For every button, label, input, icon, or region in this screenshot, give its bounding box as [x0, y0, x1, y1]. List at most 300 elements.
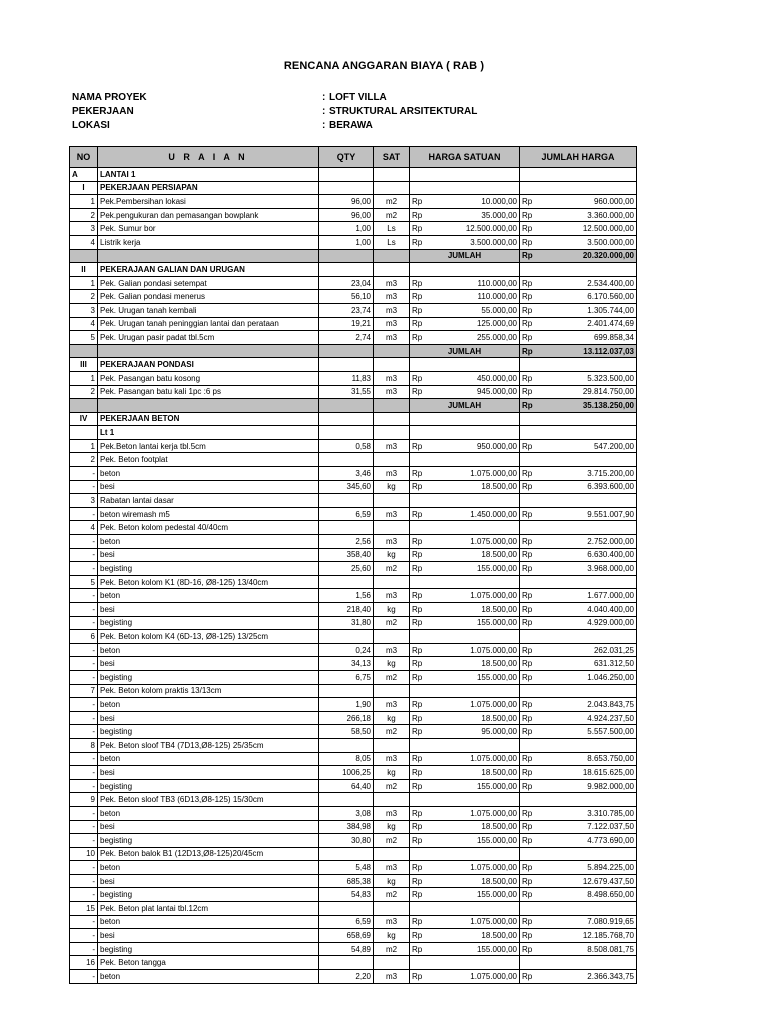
meta-label: PEKERJAAN — [72, 106, 134, 117]
cell-sat: m3 — [374, 317, 410, 331]
cell-currency — [520, 168, 542, 182]
cell-qty: 11,83 — [319, 371, 374, 385]
meta-separator: : — [322, 120, 326, 131]
cell-no: 3 — [70, 303, 98, 317]
cell-no: - — [70, 970, 98, 984]
cell-uraian: beton — [98, 806, 319, 820]
cell-sat — [374, 956, 410, 970]
cell-sat — [374, 344, 410, 358]
cell-currency: Rp — [520, 507, 542, 521]
cell-sat — [374, 738, 410, 752]
cell-sat — [374, 847, 410, 861]
cell-harga-satuan — [432, 738, 520, 752]
cell-no: 4 — [70, 521, 98, 535]
cell-jumlah-harga: 9.982.000,00 — [542, 779, 637, 793]
cell-jumlah-harga: 1.677.000,00 — [542, 589, 637, 603]
cell-qty: 218,40 — [319, 603, 374, 617]
cell-harga-satuan: 110.000,00 — [432, 276, 520, 290]
cell-uraian: Pek. Beton sloof TB3 (6D13,Ø8-125) 15/30cm — [98, 793, 319, 807]
cell-no: - — [70, 888, 98, 902]
cell-currency: Rp — [520, 548, 542, 562]
cell-no: 15 — [70, 902, 98, 916]
cell-uraian: Pek. Urugan pasir padat tbl.5cm — [98, 331, 319, 345]
cell-currency — [410, 902, 432, 916]
cell-jumlah-harga — [542, 793, 637, 807]
cell-no: - — [70, 806, 98, 820]
cell-currency — [520, 575, 542, 589]
cell-currency: Rp — [410, 725, 432, 739]
cell-harga-satuan — [432, 630, 520, 644]
cell-currency: Rp — [520, 385, 542, 399]
cell-currency: Rp — [410, 195, 432, 209]
cell-jumlah-harga — [542, 263, 637, 277]
cell-qty: 8,05 — [319, 752, 374, 766]
cell-no: - — [70, 467, 98, 481]
section-row — [70, 412, 637, 426]
cell-sat: m2 — [374, 670, 410, 684]
cell-currency — [520, 630, 542, 644]
table-row — [70, 874, 637, 888]
cell-currency: Rp — [520, 249, 542, 263]
cell-currency: Rp — [410, 888, 432, 902]
table-row — [70, 480, 637, 494]
cell-currency — [410, 847, 432, 861]
cell-uraian: Pek. Sumur bor — [98, 222, 319, 236]
cell-sat: m3 — [374, 915, 410, 929]
cell-uraian — [98, 249, 319, 263]
cell-qty: 31,55 — [319, 385, 374, 399]
cell-no: - — [70, 861, 98, 875]
cell-sat: m3 — [374, 290, 410, 304]
table-row — [70, 698, 637, 712]
cell-currency: Rp — [520, 861, 542, 875]
cell-jumlah-harga: 5.323.500,00 — [542, 371, 637, 385]
cell-harga-satuan: 125.000,00 — [432, 317, 520, 331]
cell-currency: Rp — [410, 929, 432, 943]
cell-uraian: besi — [98, 548, 319, 562]
cell-sat: m2 — [374, 562, 410, 576]
cell-uraian: beton — [98, 535, 319, 549]
cell-no: - — [70, 507, 98, 521]
cell-currency — [410, 575, 432, 589]
cell-sat: kg — [374, 548, 410, 562]
cell-no: - — [70, 725, 98, 739]
cell-jumlah-harga: 3.715.200,00 — [542, 467, 637, 481]
cell-jumlah-harga: 547.200,00 — [542, 439, 637, 453]
table-row — [70, 902, 637, 916]
table-header — [70, 147, 637, 168]
cell-currency: Rp — [410, 303, 432, 317]
cell-jumlah-harga: 1.046.250,00 — [542, 670, 637, 684]
cell-currency: Rp — [520, 208, 542, 222]
table-row — [70, 222, 637, 236]
cell-qty: 56,10 — [319, 290, 374, 304]
table-row — [70, 290, 637, 304]
cell-uraian — [98, 399, 319, 413]
cell-sat: m2 — [374, 616, 410, 630]
cell-uraian: PEKERJAAN BETON — [98, 412, 319, 426]
cell-jumlah-harga — [542, 575, 637, 589]
cell-qty: 1,00 — [319, 235, 374, 249]
cell-qty — [319, 684, 374, 698]
cell-jumlah-harga: 12.185.768,70 — [542, 929, 637, 943]
table-row — [70, 494, 637, 508]
table-row — [70, 453, 637, 467]
cell-currency: Rp — [520, 480, 542, 494]
cell-currency: Rp — [410, 548, 432, 562]
cell-currency: Rp — [520, 317, 542, 331]
cell-currency: Rp — [520, 834, 542, 848]
cell-harga-satuan — [432, 684, 520, 698]
cell-sat: m3 — [374, 331, 410, 345]
cell-harga-satuan — [432, 521, 520, 535]
cell-no: 1 — [70, 371, 98, 385]
cell-harga-satuan: 1.075.000,00 — [432, 752, 520, 766]
cell-harga-satuan: 18.500,00 — [432, 929, 520, 943]
cell-currency — [520, 521, 542, 535]
cell-qty: 19,21 — [319, 317, 374, 331]
cell-currency: Rp — [410, 235, 432, 249]
cell-sat — [374, 358, 410, 372]
subtotal-value: 20.320.000,00 — [542, 249, 637, 263]
cell-harga-satuan: 18.500,00 — [432, 548, 520, 562]
cell-currency: Rp — [520, 643, 542, 657]
table-row — [70, 779, 637, 793]
cell-harga-satuan: 155.000,00 — [432, 942, 520, 956]
cell-sat — [374, 426, 410, 440]
cell-currency: Rp — [410, 331, 432, 345]
cell-uraian: beton — [98, 861, 319, 875]
cell-qty: 358,40 — [319, 548, 374, 562]
cell-harga-satuan — [432, 902, 520, 916]
cell-currency: Rp — [520, 562, 542, 576]
cell-currency: Rp — [410, 670, 432, 684]
cell-currency: Rp — [520, 698, 542, 712]
cell-currency — [410, 956, 432, 970]
cell-no — [70, 344, 98, 358]
cell-uraian: begisting — [98, 779, 319, 793]
cell-uraian: Pek.Beton lantai kerja tbl.5cm — [98, 439, 319, 453]
cell-qty: 58,50 — [319, 725, 374, 739]
table-row — [70, 942, 637, 956]
cell-qty: 25,60 — [319, 562, 374, 576]
cell-qty: 1,90 — [319, 698, 374, 712]
cell-no: - — [70, 915, 98, 929]
cell-qty — [319, 630, 374, 644]
cell-sat — [374, 793, 410, 807]
cell-qty — [319, 494, 374, 508]
cell-no: 2 — [70, 453, 98, 467]
table-row — [70, 317, 637, 331]
cell-no: II — [70, 263, 98, 277]
cell-jumlah-harga: 3.360.000,00 — [542, 208, 637, 222]
cell-no: 8 — [70, 738, 98, 752]
header-jumlah-harga: JUMLAH HARGA — [520, 147, 637, 168]
cell-qty: 1,00 — [319, 222, 374, 236]
cell-no: 16 — [70, 956, 98, 970]
cell-currency: Rp — [410, 942, 432, 956]
cell-jumlah-harga: 3.500.000,00 — [542, 235, 637, 249]
cell-jumlah-harga: 7.122.037,50 — [542, 820, 637, 834]
table-row — [70, 331, 637, 345]
cell-jumlah-harga: 6.170.560,00 — [542, 290, 637, 304]
cell-no: - — [70, 698, 98, 712]
cell-qty: 3,46 — [319, 467, 374, 481]
cell-qty — [319, 249, 374, 263]
cell-sat: kg — [374, 929, 410, 943]
table-row — [70, 711, 637, 725]
cell-qty: 384,98 — [319, 820, 374, 834]
cell-no: 5 — [70, 575, 98, 589]
cell-currency — [520, 453, 542, 467]
cell-sat: m3 — [374, 698, 410, 712]
cell-currency — [410, 412, 432, 426]
cell-uraian: Pek. Beton balok B1 (12D13,Ø8-125)20/45cm — [98, 847, 319, 861]
table-row — [70, 956, 637, 970]
cell-harga-satuan: 155.000,00 — [432, 779, 520, 793]
cell-qty — [319, 793, 374, 807]
cell-harga-satuan: 155.000,00 — [432, 834, 520, 848]
meta-value: LOFT VILLA — [329, 92, 387, 103]
table-row — [70, 970, 637, 984]
cell-qty: 96,00 — [319, 195, 374, 209]
cell-currency — [520, 412, 542, 426]
cell-no: - — [70, 766, 98, 780]
cell-no: - — [70, 480, 98, 494]
cell-currency — [410, 358, 432, 372]
cell-currency: Rp — [410, 276, 432, 290]
subtotal-row — [70, 399, 637, 413]
cell-uraian: beton — [98, 698, 319, 712]
cell-jumlah-harga: 7.080.919,65 — [542, 915, 637, 929]
cell-currency: Rp — [520, 942, 542, 956]
cell-qty: 6,59 — [319, 507, 374, 521]
cell-currency — [410, 168, 432, 182]
table-row — [70, 589, 637, 603]
cell-currency — [520, 956, 542, 970]
cell-qty: 54,83 — [319, 888, 374, 902]
cell-currency: Rp — [410, 535, 432, 549]
cell-no: - — [70, 942, 98, 956]
cell-currency — [410, 263, 432, 277]
cell-harga-satuan: 55.000,00 — [432, 303, 520, 317]
cell-currency: Rp — [520, 874, 542, 888]
cell-uraian: besi — [98, 657, 319, 671]
cell-jumlah-harga: 262.031,25 — [542, 643, 637, 657]
cell-harga-satuan: 18.500,00 — [432, 766, 520, 780]
cell-currency: Rp — [520, 915, 542, 929]
cell-currency: Rp — [410, 915, 432, 929]
cell-sat: kg — [374, 874, 410, 888]
table-row — [70, 861, 637, 875]
cell-currency: Rp — [520, 331, 542, 345]
table-row — [70, 385, 637, 399]
cell-sat: m3 — [374, 385, 410, 399]
cell-no: 10 — [70, 847, 98, 861]
cell-jumlah-harga — [542, 684, 637, 698]
cell-currency — [520, 738, 542, 752]
cell-currency: Rp — [410, 603, 432, 617]
cell-no: 2 — [70, 290, 98, 304]
cell-harga-satuan: 1.075.000,00 — [432, 643, 520, 657]
cell-harga-satuan — [432, 358, 520, 372]
meta-value: BERAWA — [329, 120, 373, 131]
cell-sat: kg — [374, 603, 410, 617]
cell-harga-satuan: 95.000,00 — [432, 725, 520, 739]
cell-jumlah-harga: 3.310.785,00 — [542, 806, 637, 820]
cell-no: 1 — [70, 439, 98, 453]
cell-qty — [319, 168, 374, 182]
cell-currency: Rp — [410, 616, 432, 630]
cell-no: - — [70, 874, 98, 888]
cell-no: 4 — [70, 317, 98, 331]
cell-sat: kg — [374, 820, 410, 834]
cell-no: 3 — [70, 222, 98, 236]
cell-jumlah-harga — [542, 521, 637, 535]
cell-jumlah-harga: 5.894.225,00 — [542, 861, 637, 875]
cell-jumlah-harga: 8.498.650,00 — [542, 888, 637, 902]
table-row — [70, 562, 637, 576]
cell-currency: Rp — [520, 766, 542, 780]
cell-harga-satuan: 18.500,00 — [432, 657, 520, 671]
cell-currency: Rp — [410, 589, 432, 603]
cell-uraian: begisting — [98, 562, 319, 576]
cell-uraian: beton — [98, 589, 319, 603]
cell-sat: m3 — [374, 970, 410, 984]
subtotal-label: JUMLAH — [410, 344, 520, 358]
cell-harga-satuan: 10.000,00 — [432, 195, 520, 209]
cell-qty: 658,69 — [319, 929, 374, 943]
cell-currency: Rp — [410, 766, 432, 780]
cell-currency — [410, 793, 432, 807]
cell-qty: 345,60 — [319, 480, 374, 494]
cell-qty: 23,04 — [319, 276, 374, 290]
cell-currency: Rp — [520, 290, 542, 304]
table-row — [70, 929, 637, 943]
cell-harga-satuan — [432, 956, 520, 970]
cell-currency: Rp — [520, 779, 542, 793]
table-row — [70, 616, 637, 630]
cell-qty: 1006,25 — [319, 766, 374, 780]
cell-uraian: Pek. Urugan tanah peninggian lantai dan perataan — [98, 317, 319, 331]
cell-sat — [374, 399, 410, 413]
cell-sat: m3 — [374, 371, 410, 385]
cell-currency: Rp — [410, 698, 432, 712]
table-row — [70, 725, 637, 739]
cell-harga-satuan: 1.075.000,00 — [432, 915, 520, 929]
cell-no — [70, 249, 98, 263]
cell-currency: Rp — [520, 439, 542, 453]
cell-jumlah-harga: 699.858,34 — [542, 331, 637, 345]
cell-uraian: beton — [98, 643, 319, 657]
cell-currency: Rp — [410, 290, 432, 304]
cell-jumlah-harga: 2.366.343,75 — [542, 970, 637, 984]
meta-label: NAMA PROYEK — [72, 92, 147, 103]
section-row — [70, 358, 637, 372]
cell-harga-satuan: 18.500,00 — [432, 820, 520, 834]
table-row — [70, 643, 637, 657]
cell-no: - — [70, 929, 98, 943]
table-row — [70, 208, 637, 222]
cell-qty: 23,74 — [319, 303, 374, 317]
cell-jumlah-harga: 29.814.750,00 — [542, 385, 637, 399]
cell-jumlah-harga: 4.773.690,00 — [542, 834, 637, 848]
cell-qty — [319, 956, 374, 970]
cell-currency: Rp — [410, 208, 432, 222]
cell-qty: 2,56 — [319, 535, 374, 549]
cell-uraian: Pek. Beton kolom pedestal 40/40cm — [98, 521, 319, 535]
cell-currency: Rp — [520, 235, 542, 249]
cell-qty: 96,00 — [319, 208, 374, 222]
table-row — [70, 235, 637, 249]
cell-uraian: Pek. Beton sloof TB4 (7D13,Ø8-125) 25/35cm — [98, 738, 319, 752]
cell-jumlah-harga — [542, 412, 637, 426]
cell-jumlah-harga: 5.557.500,00 — [542, 725, 637, 739]
cell-currency — [410, 630, 432, 644]
cell-currency: Rp — [520, 276, 542, 290]
cell-sat: kg — [374, 657, 410, 671]
cell-currency: Rp — [520, 820, 542, 834]
cell-sat: m2 — [374, 208, 410, 222]
cell-currency — [520, 426, 542, 440]
cell-no: 4 — [70, 235, 98, 249]
cell-sat — [374, 494, 410, 508]
cell-uraian: Rabatan lantai dasar — [98, 494, 319, 508]
cell-no: I — [70, 181, 98, 195]
cell-uraian: beton — [98, 970, 319, 984]
section-row — [70, 181, 637, 195]
cell-currency — [410, 738, 432, 752]
cell-jumlah-harga — [542, 630, 637, 644]
cell-sat: m3 — [374, 589, 410, 603]
cell-harga-satuan: 155.000,00 — [432, 888, 520, 902]
cell-no — [70, 426, 98, 440]
cell-jumlah-harga: 8.653.750,00 — [542, 752, 637, 766]
cell-currency — [410, 494, 432, 508]
cell-sat: Ls — [374, 222, 410, 236]
cell-jumlah-harga — [542, 358, 637, 372]
table-row — [70, 752, 637, 766]
cell-uraian: Pek. Beton plat lantai tbl.12cm — [98, 902, 319, 916]
cell-jumlah-harga — [542, 847, 637, 861]
cell-harga-satuan: 945.000,00 — [432, 385, 520, 399]
cell-qty: 2,74 — [319, 331, 374, 345]
cell-uraian: besi — [98, 480, 319, 494]
cell-no: - — [70, 779, 98, 793]
table-row — [70, 670, 637, 684]
cell-harga-satuan — [432, 263, 520, 277]
cell-harga-satuan: 155.000,00 — [432, 562, 520, 576]
meta-separator: : — [322, 106, 326, 117]
cell-qty — [319, 412, 374, 426]
cell-uraian: Pek. Beton kolom K1 (8D-16, Ø8-125) 13/40cm — [98, 575, 319, 589]
cell-currency: Rp — [410, 562, 432, 576]
table-row — [70, 521, 637, 535]
cell-sat: m3 — [374, 752, 410, 766]
cell-jumlah-harga: 6.393.600,00 — [542, 480, 637, 494]
cell-currency — [410, 426, 432, 440]
cell-currency: Rp — [520, 888, 542, 902]
table-row — [70, 603, 637, 617]
cell-uraian: Pek. Beton footplat — [98, 453, 319, 467]
cell-harga-satuan: 1.075.000,00 — [432, 970, 520, 984]
document-title: RENCANA ANGGARAN BIAYA ( RAB ) — [283, 60, 485, 72]
cell-sat — [374, 453, 410, 467]
cell-uraian: begisting — [98, 942, 319, 956]
cell-harga-satuan: 12.500.000,00 — [432, 222, 520, 236]
cell-jumlah-harga — [542, 956, 637, 970]
cell-harga-satuan — [432, 168, 520, 182]
